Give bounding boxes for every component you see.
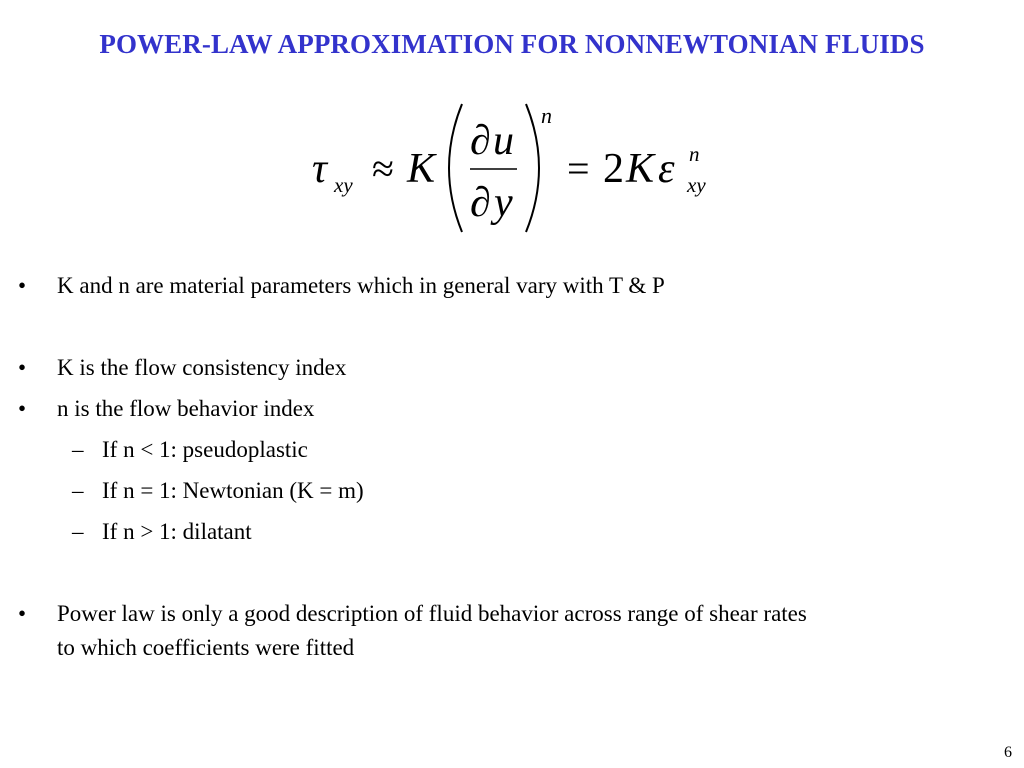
list-item bbox=[18, 597, 1008, 667]
bullet-marker: • bbox=[18, 273, 27, 298]
list-item bbox=[72, 515, 1008, 549]
eq-exponent: n bbox=[541, 103, 552, 128]
list-item bbox=[18, 351, 1008, 385]
bullet-text: If n = 1: Newtonian (K = m) bbox=[102, 478, 364, 503]
bullet-marker: • bbox=[18, 396, 27, 421]
bullet-text: Power law is only a good description of fluid behavior across range of shear rates bbox=[57, 601, 807, 626]
eq-u: u bbox=[493, 118, 514, 164]
list-item bbox=[18, 269, 1008, 303]
eq-epsilon-subscript: xy bbox=[687, 173, 706, 197]
slide-title: POWER-LAW APPROXIMATION FOR NONNEWTONIAN FLUIDS bbox=[99, 29, 925, 59]
bullet-text: If n > 1: dilatant bbox=[102, 519, 252, 544]
bullet-marker: • bbox=[18, 601, 27, 626]
eq-two: 2 bbox=[603, 146, 624, 192]
eq-equals: = bbox=[567, 146, 590, 191]
eq-approx: ≈ bbox=[372, 146, 394, 191]
eq-epsilon: ε bbox=[658, 146, 675, 192]
eq-K-rhs: K bbox=[626, 146, 655, 192]
list-item bbox=[72, 433, 1008, 467]
list-item bbox=[72, 474, 1008, 508]
bullet-text-continuation: to which coefficients were fitted bbox=[57, 635, 355, 660]
bullet-text: K and n are material parameters which in general vary with T & P bbox=[57, 273, 665, 298]
bullet-text: K is the flow consistency index bbox=[57, 355, 347, 380]
eq-epsilon-superscript: n bbox=[689, 142, 700, 166]
dash-marker: – bbox=[72, 519, 84, 544]
list-item bbox=[18, 392, 1008, 426]
eq-partial-numerator: ∂ bbox=[470, 118, 491, 164]
bullet-text: If n < 1: pseudoplastic bbox=[102, 437, 308, 462]
page-number: 6 bbox=[1004, 744, 1012, 761]
eq-partial-denominator: ∂ bbox=[470, 180, 491, 226]
bullet-text: n is the flow behavior index bbox=[57, 396, 315, 421]
eq-y: y bbox=[494, 180, 513, 226]
dash-marker: – bbox=[72, 478, 84, 503]
eq-tau: τ bbox=[312, 146, 328, 192]
eq-K: K bbox=[407, 146, 436, 192]
bullet-marker: • bbox=[18, 355, 27, 380]
eq-tau-subscript: xy bbox=[334, 173, 353, 197]
dash-marker: – bbox=[72, 437, 84, 462]
